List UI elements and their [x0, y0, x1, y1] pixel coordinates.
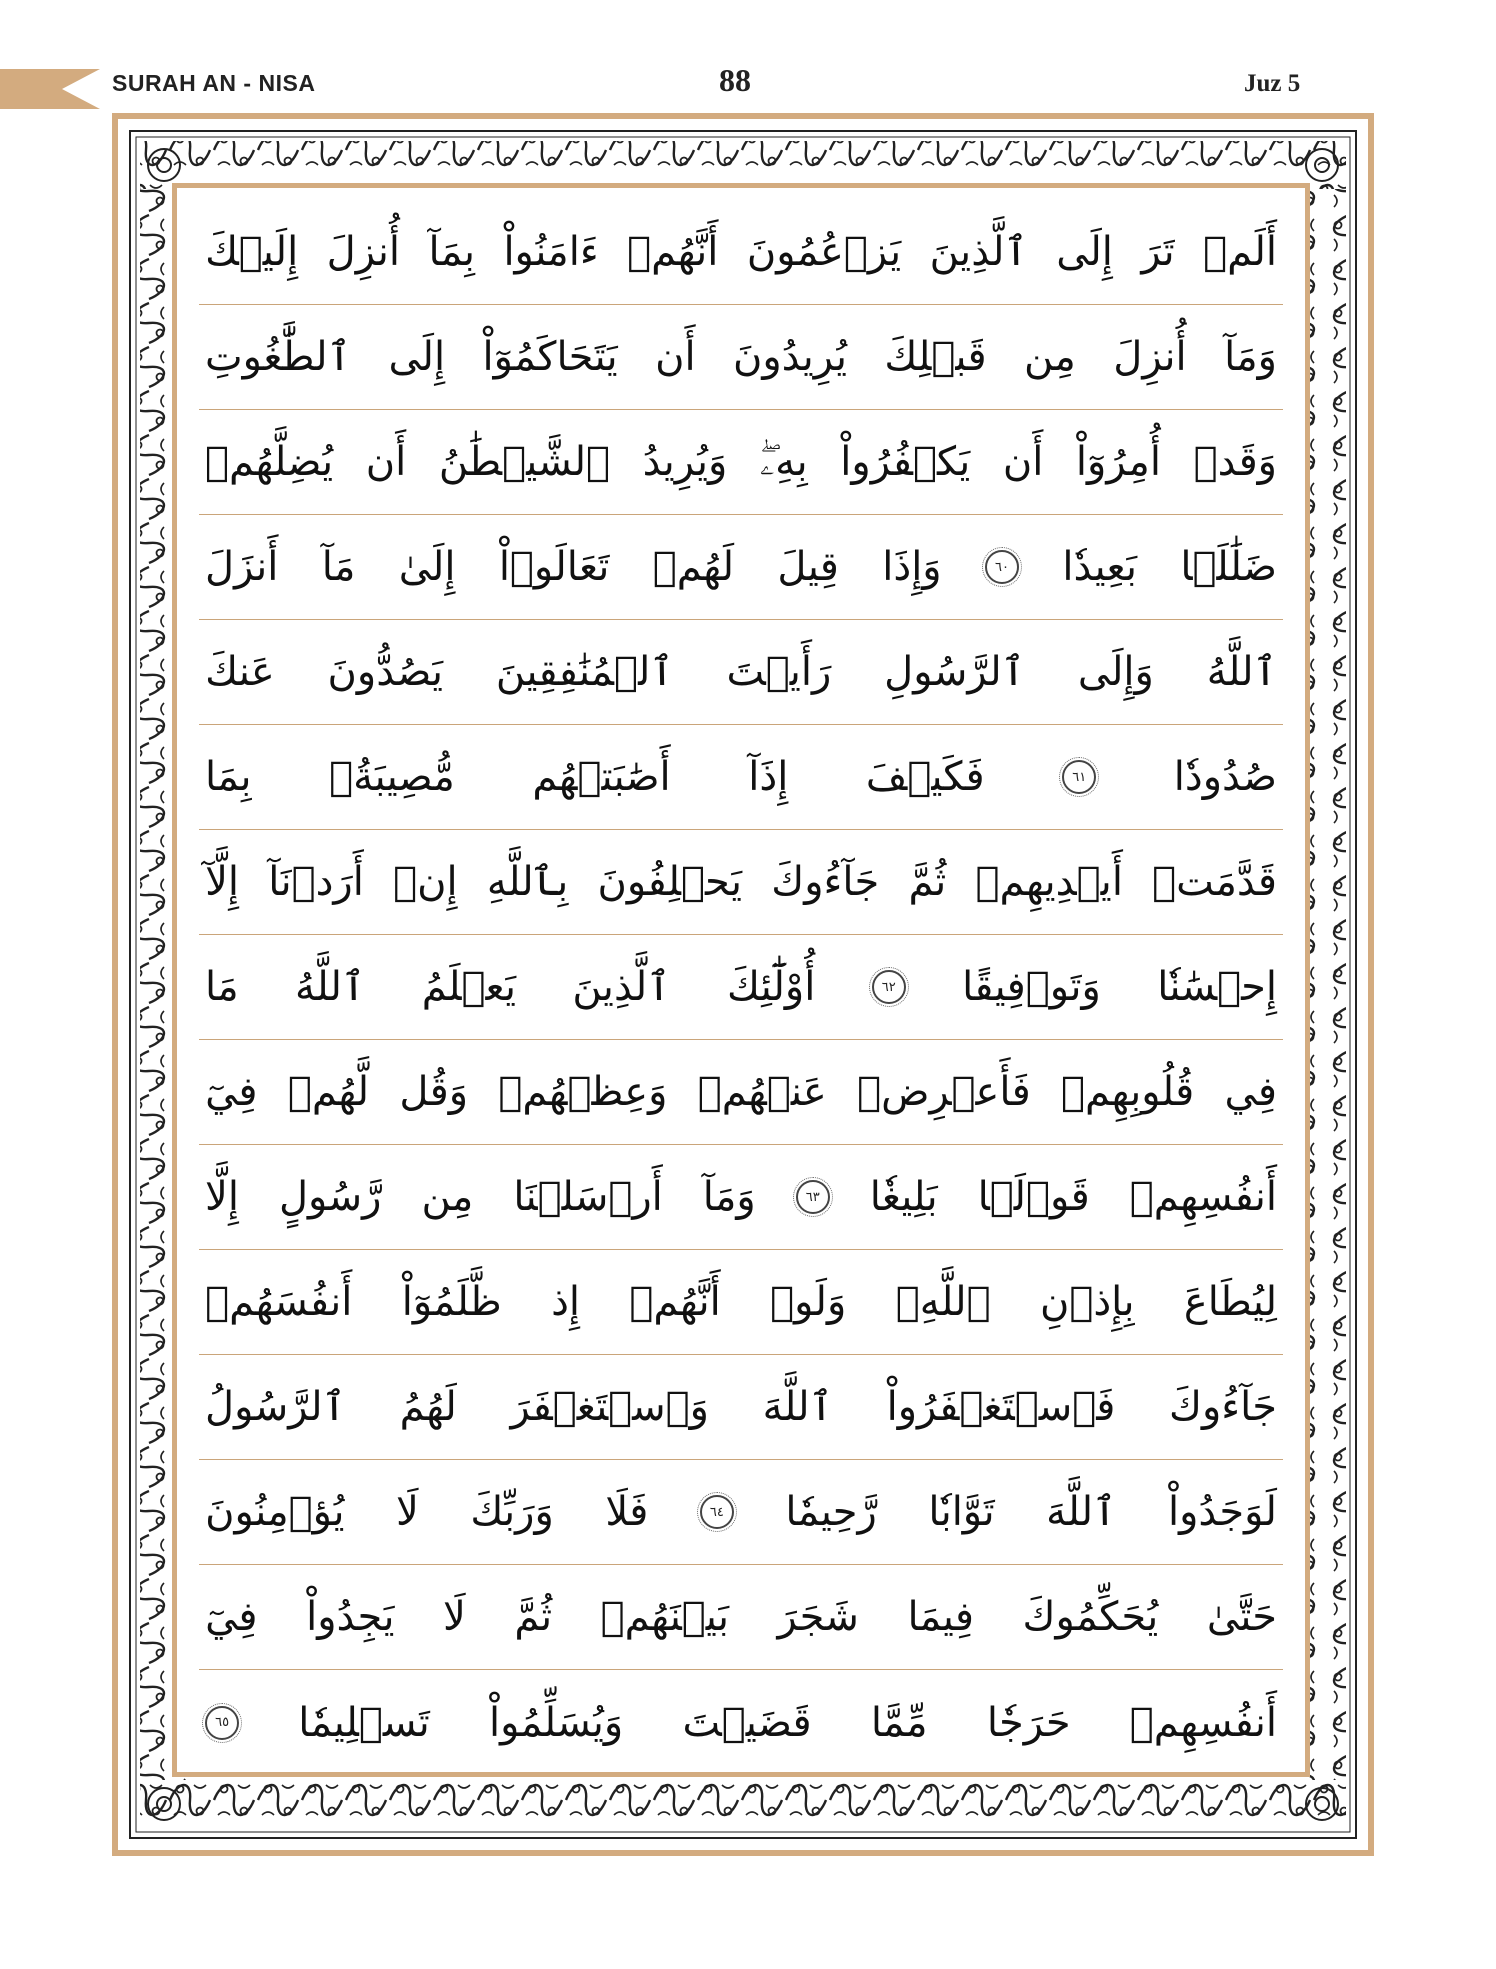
quran-word: ٱلَّذِينَ: [929, 229, 1028, 275]
verse-line: [199, 1250, 1283, 1355]
quran-word: حَرَجٗا: [986, 1699, 1071, 1746]
verse-line: [199, 935, 1283, 1040]
quran-word: وَمَآ: [1224, 334, 1277, 380]
quran-word: أُنزِلَ: [326, 229, 401, 275]
quran-word: ثُمَّ: [908, 859, 947, 905]
quran-word: إِلَىٰ: [398, 544, 456, 590]
quran-word: ٱللَّهُ: [295, 964, 366, 1010]
quran-word: مُّصِيبَةُۢ: [329, 754, 455, 800]
verse-line: [199, 410, 1283, 515]
quran-word: ضَلَٰلَۢا: [1180, 544, 1277, 590]
quran-word: لَوَجَدُواْ: [1167, 1489, 1277, 1535]
quran-word: أَنفُسَهُمۡ: [205, 1279, 353, 1325]
quran-word: وَمَآ: [702, 1174, 756, 1220]
quran-word: وَقُل: [399, 1069, 469, 1115]
quran-word: وَعِظۡهُمۡ: [498, 1069, 668, 1115]
quran-word: أَنَّهُمۡ: [629, 1279, 721, 1325]
quran-word: ٱللَّهِۚ: [895, 1279, 991, 1325]
quran-word: بِٱللَّهِ: [486, 859, 569, 905]
ayah-marker: ٦١: [1062, 760, 1096, 794]
quran-word: أُمِرُوٓاْ: [1075, 439, 1161, 485]
quran-word: ٱلشَّيۡطَٰنُ: [438, 439, 611, 485]
quran-word: أَرۡسَلۡنَا: [513, 1174, 663, 1220]
quran-word: بَيۡنَهُمۡ: [600, 1594, 729, 1640]
quran-word: أَلَمۡ: [1203, 229, 1277, 275]
quran-word: بَلِيغٗا: [869, 1174, 938, 1220]
quran-word: رَّحِيمٗا: [785, 1489, 877, 1535]
verse-line: [199, 1145, 1283, 1250]
quran-word: مِّمَّا: [870, 1699, 928, 1746]
verse-lines: [199, 200, 1283, 1775]
quran-word: أَنفُسِهِمۡ: [1129, 1699, 1277, 1746]
verse-line: [199, 1670, 1283, 1775]
quran-word: فَأَعۡرِضۡ: [857, 1069, 1031, 1115]
quran-word: إِلَّآ: [205, 859, 240, 905]
quran-word: رَأَيۡتَ: [726, 649, 832, 695]
quran-word: قَوۡلَۢا: [977, 1174, 1090, 1220]
text-panel: [172, 183, 1310, 1777]
quran-word: تَعَالَوۡاْ: [498, 544, 610, 590]
surah-title: SURAH AN - NISA: [112, 70, 316, 96]
quran-word: فَٱسۡتَغۡفَرُواْ: [886, 1384, 1116, 1430]
quran-word: ظَّلَمُوٓاْ: [401, 1279, 502, 1325]
quran-word: فِي: [1224, 1069, 1277, 1115]
quran-word: فِيمَا: [907, 1594, 974, 1640]
quran-word: وَإِذَا: [882, 544, 942, 590]
verse-line: [199, 200, 1283, 305]
verse-line: [199, 1460, 1283, 1565]
quran-word: صُدُودٗا: [1173, 754, 1277, 800]
verse-line: [199, 1040, 1283, 1145]
quran-word: فِيٓ: [205, 1069, 258, 1115]
quran-word: يُؤۡمِنُونَ: [205, 1489, 345, 1535]
quran-word: أُنزِلَ: [1113, 334, 1187, 380]
verse-line: [199, 1565, 1283, 1670]
quran-word: لَهُمُ: [399, 1384, 457, 1430]
ayah-marker: ٦٢: [872, 970, 906, 1004]
quran-word: يُضِلَّهُمۡ: [205, 439, 334, 485]
quran-word: يَتَحَاكَمُوٓاْ: [482, 334, 618, 380]
quran-word: أَنزَلَ: [205, 544, 279, 590]
quran-word: عَنۡهُمۡ: [697, 1069, 827, 1115]
verse-line: [199, 515, 1283, 620]
quran-word: وَيُرِيدُ: [642, 439, 728, 485]
quran-word: ٱللَّهَ: [762, 1384, 833, 1430]
ayah-marker: ٦٣: [796, 1180, 830, 1214]
quran-word: بِمَا: [205, 754, 252, 800]
quran-word: إِحۡسَٰنٗا: [1157, 964, 1277, 1010]
quran-word: يَصُدُّونَ: [327, 649, 444, 695]
verse-line: [199, 725, 1283, 830]
quran-word: إِنۡ: [393, 859, 458, 905]
quran-word: فِيٓ: [205, 1594, 258, 1640]
quran-word: جَآءُوكَ: [1168, 1384, 1277, 1430]
quran-word: لِيُطَاعَ: [1183, 1279, 1277, 1325]
quran-word: يَكۡفُرُواْ: [840, 439, 971, 485]
quran-word: أَرَدۡنَآ: [268, 859, 364, 905]
quran-word: ءَامَنُواْ: [503, 229, 599, 275]
quran-word: إِذَآ: [748, 754, 789, 800]
quran-word: ٱللَّهُ: [1206, 649, 1277, 695]
quran-word: فَلَا: [605, 1489, 649, 1535]
page-frame: [112, 113, 1374, 1856]
quran-word: لَّهُمۡ: [287, 1069, 370, 1115]
quran-word: رَّسُولٍ: [278, 1174, 382, 1220]
quran-word: أَن: [1002, 439, 1044, 485]
ayah-marker: ٦٥: [205, 1706, 239, 1740]
quran-word: قُلُوبِهِمۡ: [1061, 1069, 1195, 1115]
quran-word: حَتَّىٰ: [1206, 1594, 1277, 1640]
quran-word: وَلَوۡ: [770, 1279, 847, 1325]
quran-word: أَصَٰبَتۡهُم: [532, 754, 671, 800]
quran-word: يُحَكِّمُوكَ: [1022, 1594, 1159, 1640]
ayah-marker: ٦٤: [700, 1495, 734, 1529]
quran-word: أَيۡدِيهِمۡ: [975, 859, 1123, 905]
quran-word: يَعۡلَمُ: [421, 964, 516, 1010]
quran-word: عَنكَ: [205, 649, 275, 695]
quran-word: وَقَدۡ: [1193, 439, 1277, 485]
quran-word: ٱلَّذِينَ: [572, 964, 671, 1010]
quran-word: جَآءُوكَ: [771, 859, 880, 905]
quran-word: وَإِلَى: [1077, 649, 1154, 695]
quran-word: قِيلَ: [777, 544, 839, 590]
quran-word: بِإِذۡنِ: [1039, 1279, 1135, 1325]
quran-word: أَن: [655, 334, 696, 380]
quran-word: وَتَوۡفِيقًا: [962, 964, 1101, 1010]
quran-word: وَرَبِّكَ: [470, 1489, 554, 1535]
quran-word: يُرِيدُونَ: [732, 334, 848, 380]
quran-word: مِن: [421, 1174, 474, 1220]
verse-line: [199, 305, 1283, 410]
quran-word: فَكَيۡفَ: [865, 754, 985, 800]
quran-word: لَا: [443, 1594, 466, 1640]
quran-word: يَزۡعُمُونَ: [746, 229, 902, 275]
quran-word: إِلَيۡكَ: [205, 229, 299, 275]
quran-word: لَهُمۡ: [652, 544, 735, 590]
quran-word: قَدَّمَتۡ: [1152, 859, 1277, 905]
quran-word: بِهِۦۖ: [759, 439, 808, 485]
quran-word: ٱلرَّسُولِ: [884, 649, 1026, 695]
quran-word: إِلَى: [388, 334, 446, 380]
quran-word: وَيُسَلِّمُواْ: [488, 1699, 624, 1746]
page-number: 88: [719, 62, 751, 98]
quran-word: ثُمَّ: [514, 1594, 553, 1640]
quran-word: ٱلۡمُنَٰفِقِينَ: [495, 649, 674, 695]
quran-word: ٱلرَّسُولُ: [205, 1384, 346, 1430]
quran-word: إِلَى: [1056, 229, 1113, 275]
quran-word: إِذ: [551, 1279, 581, 1325]
quran-word: مِن: [1023, 334, 1076, 380]
quran-word: ٱللَّهَ: [1046, 1489, 1117, 1535]
quran-word: أَن: [365, 439, 407, 485]
quran-word: شَجَرَ: [777, 1594, 859, 1640]
quran-word: لَا: [395, 1489, 419, 1535]
quran-word: أُوْلَٰٓئِكَ: [726, 964, 816, 1010]
quran-word: بِمَآ: [428, 229, 475, 275]
ayah-marker: ٦٠: [985, 550, 1019, 584]
quran-word: بَعِيدٗا: [1062, 544, 1137, 590]
verse-line: [199, 620, 1283, 725]
quran-word: تَوَّابٗا: [928, 1489, 995, 1535]
quran-word: قَضَيۡتَ: [682, 1699, 812, 1746]
verse-line: [199, 1355, 1283, 1460]
quran-word: ٱلطَّٰغُوتِ: [205, 334, 352, 380]
quran-word: أَنَّهُمۡ: [627, 229, 719, 275]
quran-word: قَبۡلِكَ: [884, 334, 987, 380]
quran-word: مَا: [205, 964, 239, 1010]
quran-word: أَنفُسِهِمۡ: [1129, 1174, 1277, 1220]
quran-word: وَٱسۡتَغۡفَرَ: [510, 1384, 709, 1430]
quran-word: يَجِدُواْ: [306, 1594, 395, 1640]
quran-word: مَآ: [321, 544, 356, 590]
quran-word: تَرَ: [1141, 229, 1175, 275]
quran-word: يَحۡلِفُونَ: [597, 859, 742, 905]
quran-word: إِلَّا: [205, 1174, 239, 1220]
juz-label: Juz 5: [1244, 70, 1301, 97]
quran-word: تَسۡلِيمٗا: [298, 1699, 430, 1746]
verse-line: [199, 830, 1283, 935]
